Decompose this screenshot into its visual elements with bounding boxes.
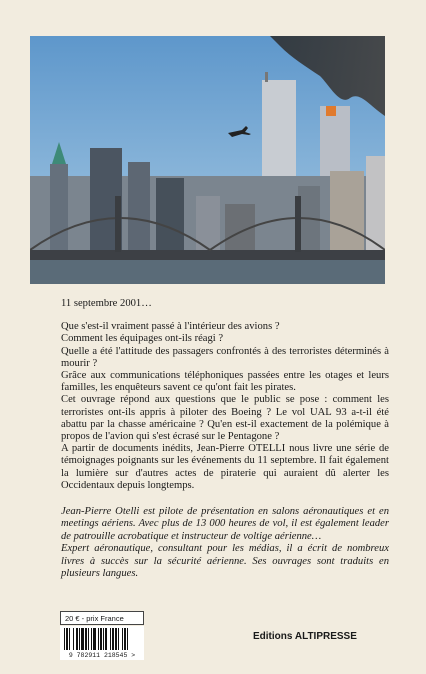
barcode-bar: [127, 628, 128, 650]
body-paragraph: Grâce aux communications téléphoniques passées entre les otages et leurs familles, les enquêteurs savent ce qu'ont fait les pirates.: [61, 370, 389, 394]
bio-paragraph: Jean-Pierre Otelli est pilote de présentation en salons aéronautiques et en meetings aériens. Avec plus de 13 000 heures de vol, il est également leader de patrouille acrobatique et instructeur de voltige aérienne…: [61, 506, 389, 542]
barcode-bar: [85, 628, 87, 650]
barcode-bar: [118, 628, 119, 650]
body-paragraph: A partir de documents inédits, Jean-Pierre OTELLI nous livre une série de témoignages poignants sur les événements du 11 septembre. Il fait également la lumière sur d'autres actes de piraterie qui auraient dû alerter les Occidentaux depuis longtemps.: [61, 443, 389, 491]
barcode-bar: [110, 628, 111, 650]
bio-paragraph: Expert aéronautique, consultant pour les médias, il a écrit de nombreux livres à succès sur la sécurité aérienne. Ses ouvrages sont traduits en plusieurs langues.: [61, 543, 389, 580]
author-bio: [61, 506, 389, 580]
question-line: Quelle a été l'attitude des passagers confrontés à des terroristes déterminés à mourir ?: [61, 345, 389, 369]
barcode: [60, 626, 144, 660]
body-text: [61, 298, 389, 492]
barcode-bar: [112, 628, 114, 650]
question-line: Que s'est-il vraiment passé à l'intérieur des avions ?: [61, 321, 280, 333]
barcode-bar: [93, 628, 96, 650]
barcode-bar: [66, 628, 68, 650]
barcode-bar: [64, 628, 65, 650]
barcode-bar: [69, 628, 70, 650]
barcode-bar: [88, 628, 89, 650]
barcode-digits: 9 782911 218545 >: [68, 652, 136, 659]
barcode-bar: [76, 628, 78, 650]
barcode-bar: [91, 628, 92, 650]
barcode-bar: [105, 628, 107, 650]
barcode-bar: [79, 628, 80, 650]
question-line: Comment les équipages ont-ils réagi ?: [61, 333, 224, 345]
barcode-bar: [73, 628, 74, 650]
barcode-bar: [122, 628, 123, 650]
body-paragraph: Cet ouvrage répond aux questions que le public se pose : comment les terroristes ont-ils appris à piloter des Boeing ? Le vol UAL 93 a-t-il été abattu par la chasse américaine ? Qu'en est-il exactement de la polémique à propos de l'avion qui s'est écrasé sur le Pentagone ?: [61, 394, 389, 443]
cover-photo: [30, 36, 385, 284]
barcode-bar: [103, 628, 104, 650]
price-label: 20 € - prix France: [60, 611, 144, 625]
intro-line: 11 septembre 2001…: [61, 298, 152, 309]
barcode-bar: [100, 628, 102, 650]
publisher-name: Editions ALTIPRESSE: [253, 631, 357, 642]
barcode-bar: [81, 628, 84, 650]
barcode-bar: [98, 628, 99, 650]
barcode-bar: [115, 628, 117, 650]
barcode-bar: [124, 628, 126, 650]
